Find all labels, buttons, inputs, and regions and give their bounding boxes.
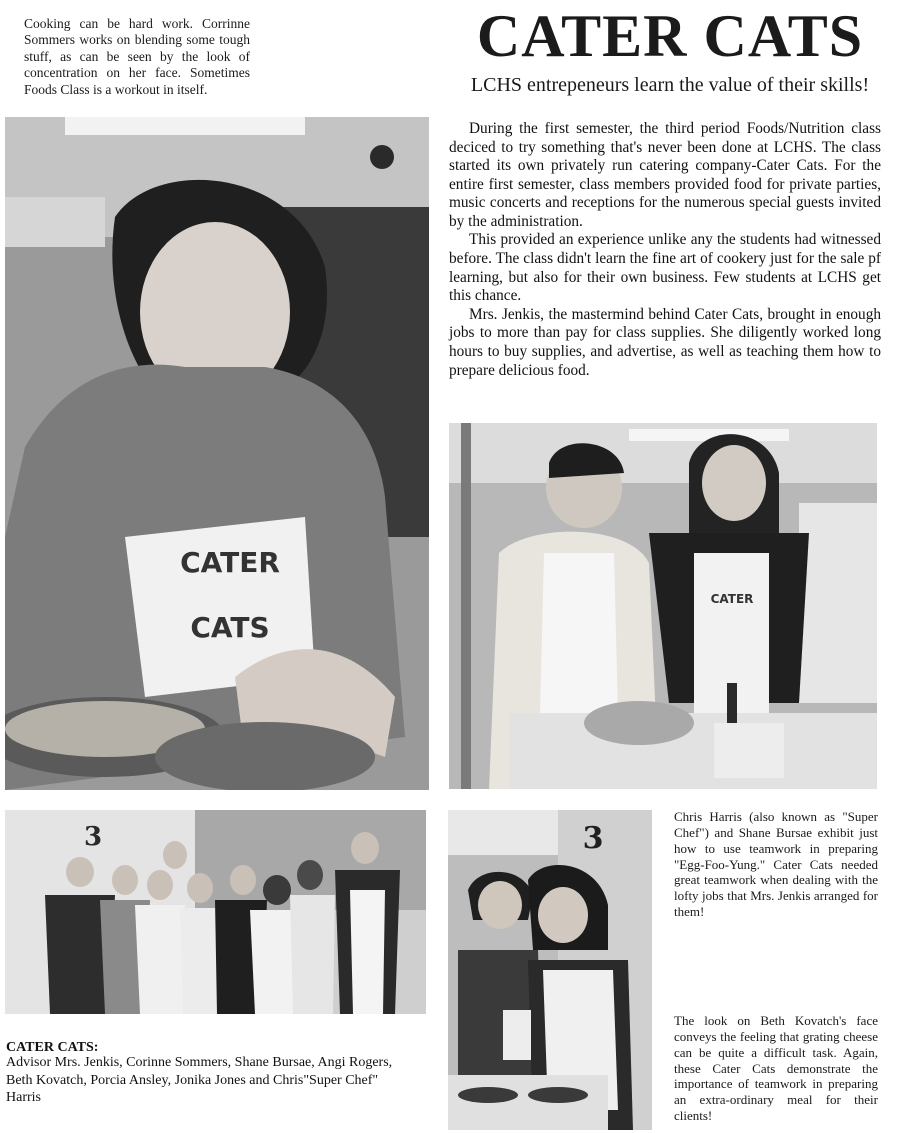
group-caption-names: Advisor Mrs. Jenkis, Corinne Sommers, Shane Bursae, Angi Rogers, Beth Kovatch, Porcia Ansley, Jonika Jones and Chris"Super Chef" Harris bbox=[6, 1055, 393, 1105]
story-paragraph: During the first semester, the third period Foods/Nutrition class deciced to try something that's never been done at LCHS. The class started its own privately run catering company-Cater Cats. For the entire first semester, class members provided food for private parties, music concerts and receptions for the numerous special guests invited by the administration. bbox=[449, 120, 881, 230]
photo-group bbox=[5, 810, 426, 1014]
photo-corrinne-mixing bbox=[5, 117, 429, 790]
photo-chris-shane bbox=[449, 423, 877, 789]
story-paragraph: Mrs. Jenkis, the mastermind behind Cater Cats, brought in enough jobs to more than pay for class supplies. She diligently worked long hours to buy supplies, and advertise, as well as teaching them how to prepare delicious food. bbox=[449, 305, 881, 379]
page-title: CATER CATS bbox=[476, 3, 864, 69]
page-subtitle: LCHS entrepeneurs learn the value of their skills! bbox=[470, 74, 870, 96]
photo-beth-grating bbox=[448, 810, 652, 1130]
caption-top-left: Cooking can be hard work. Corrinne Sommers works on blending some tough stuff, as can be seen by the look of concentration on her face. Sometimes Foods Class is a workout in itself. bbox=[24, 16, 250, 97]
apron-text-line1: CATER bbox=[710, 592, 754, 606]
caption-beth: The look on Beth Kovatch's face conveys the feeling that grating cheese can be quite a difficult task. Again, these Cater Cats demonstrate the importance of teamwork in preparing an extra-ordinary meal for their clients! bbox=[674, 1013, 878, 1124]
room-number: 3 bbox=[83, 822, 103, 852]
group-caption-title: CATER CATS: bbox=[6, 1040, 99, 1055]
room-number: 3 bbox=[582, 821, 604, 856]
apron-text-line1: CATER bbox=[180, 546, 280, 579]
caption-chris-shane: Chris Harris (also known as "Super Chef") and Shane Bursae exhibit just how to use teamwork in preparing "Egg-Foo-Yung." Cater Cats needed great teamwork when dealing with the lofty jobs that Mrs. Jenkis arranged for them! bbox=[674, 809, 878, 920]
apron-text-line2: CATS bbox=[190, 611, 270, 644]
story-paragraph: This provided an experience unlike any the students had witnessed before. The class didn't learn the fine art of cookery just for the sale pf learning, but also for their own business. Few students at LCHS get this chance. bbox=[449, 231, 881, 305]
story-body bbox=[449, 120, 881, 380]
